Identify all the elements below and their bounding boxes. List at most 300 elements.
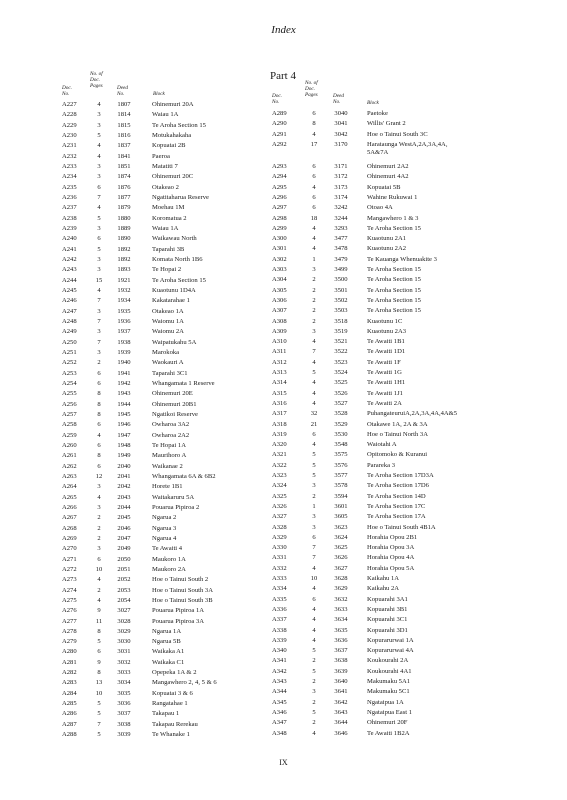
doc-number: A335 [272,595,287,603]
block-name: Hoe o Tainui South 3C [367,130,428,138]
doc-pages: 3 [97,121,101,129]
block-name: Otakeao 1A [152,307,184,315]
deed-number: 3499 [334,266,348,273]
doc-pages: 4 [312,616,316,624]
block-name: Taparahi 3B [152,245,185,253]
doc-number: A248 [62,317,77,325]
column-header-doc: Doc. No. [62,85,72,97]
doc-number: A278 [62,627,77,635]
doc-pages: 18 [310,214,318,222]
doc-pages: 3 [312,327,316,335]
block-name: Kopuarahi 3A1 [367,595,408,603]
deed-number: 1892 [117,245,131,253]
table-row [272,709,542,718]
block-name: Komata North 1B6 [152,255,203,263]
table-row [272,421,542,430]
table-row [272,657,542,666]
deed-number: 3293 [334,224,348,232]
doc-pages: 3 [312,513,316,521]
block-name: Horahia Opou 4A [367,554,415,562]
doc-number: A318 [272,420,287,428]
doc-number: A279 [62,638,77,646]
block-name: Harataunga WestA,2A,3A,4A, 5A&7A [367,140,448,157]
table-row [272,225,542,234]
deed-number: 1932 [117,286,131,294]
doc-pages: 2 [97,359,101,367]
table-row [272,596,542,605]
block-name: Koromatua 2 [152,214,187,222]
table-row [272,616,542,625]
block-name: Ohinemuri 2A2 [367,163,409,170]
doc-number: A252 [62,359,77,367]
doc-number: A336 [272,605,287,613]
table-row [272,730,542,739]
doc-pages: 3 [312,482,316,490]
deed-number: 3244 [334,214,348,222]
deed-number: 3530 [334,430,348,438]
doc-pages: 2 [312,286,316,294]
block-name: Te Hopai 2 [152,266,182,274]
block-name: Te Aroha Section 15 [367,266,421,273]
block-name: Makumaku 5C1 [367,688,410,696]
doc-pages: 6 [97,648,101,656]
block-name: Ohinemuri 20F [367,719,408,727]
doc-pages: 4 [97,576,101,584]
doc-pages: 4 [312,441,316,449]
deed-number: 1880 [117,214,131,222]
doc-number: A235 [62,183,77,191]
block-name: Hoe o Tainui South 2 [152,576,209,584]
doc-pages: 4 [312,399,316,407]
deed-number: 3042 [334,130,348,138]
column-header-block: Block [153,91,165,97]
block-name: Owharoa 2A2 [152,431,190,439]
doc-pages: 4 [312,338,316,346]
doc-number: A323 [272,472,287,479]
block-name: Motukahakaha [152,131,192,139]
doc-pages: 2 [312,317,316,325]
table-row [272,120,542,129]
deed-number: 3479 [334,255,348,263]
block-name: Te Whanake 1 [152,731,190,739]
block-name: Te Aroha Section 17C [367,502,426,510]
deed-number: 2042 [117,483,131,491]
table-row [272,110,542,119]
block-name: Ohinemuri 20A [152,101,194,108]
block-name: Ngarua 3 [152,524,177,532]
block-name: Makumaku 5A1 [367,678,411,685]
deed-number: 3633 [334,605,348,613]
block-name: Maurihoro A [152,452,187,460]
block-name: Mangawhero 2, 4, 5 & 6 [152,679,217,687]
doc-pages: 1 [312,255,316,263]
doc-pages: 4 [312,626,316,634]
deed-number: 1939 [117,348,131,356]
doc-number: A259 [62,431,77,439]
block-name: Ngatitaharua Reserve [152,193,209,201]
doc-pages: 32 [310,410,318,418]
table-row [62,587,262,596]
doc-number: A261 [62,452,77,460]
doc-number: A283 [62,679,77,687]
doc-pages: 4 [97,101,101,108]
doc-number: A325 [272,492,287,500]
doc-pages: 5 [97,731,101,739]
table-row [272,359,542,368]
deed-number: 3641 [334,688,348,696]
doc-pages: 8 [97,669,101,677]
table-row [62,545,262,554]
doc-pages: 4 [312,235,316,243]
column-header-deed: Deed No. [117,85,128,97]
doc-pages: 3 [97,162,101,170]
doc-pages: 9 [97,607,101,615]
doc-pages: 7 [97,317,101,325]
deed-number: 3528 [334,410,348,418]
doc-number: A246 [62,297,77,305]
doc-number: A260 [62,441,77,449]
deed-number: 2051 [117,565,131,573]
deed-number: 3502 [334,296,348,304]
doc-pages: 5 [97,245,101,253]
doc-pages: 17 [310,140,318,148]
doc-number: A239 [62,224,77,232]
deed-number: 3601 [334,502,348,510]
block-name: Ngataipua 1A [367,698,404,706]
deed-number: 3478 [334,245,348,253]
doc-number: A347 [272,719,287,727]
block-name: Ngarua 1A [152,627,182,635]
doc-pages: 3 [312,688,316,696]
block-name: Koukourahi 2A [367,657,409,665]
block-name: Ngarua 5B [152,638,181,646]
doc-pages: 3 [97,328,101,336]
block-name: Hoe o Tainui South 3A [152,586,213,594]
table-row [272,534,542,543]
table-row [62,194,262,203]
table-row [272,204,542,213]
block-name: Pouarua Pipiroa 3A [152,617,205,625]
doc-pages: 5 [312,472,316,479]
block-name: Te Awaiti 1G [367,369,402,376]
deed-number: 3477 [334,235,348,243]
deed-number: 2044 [117,503,131,511]
doc-pages: 5 [312,461,316,469]
block-name: Horahia Opou 3A [367,544,415,552]
deed-number: 1949 [117,452,131,460]
doc-number: A263 [62,472,77,480]
block-name: Te Awaiti 4 [152,545,183,553]
table-row [272,451,542,460]
block-name: Marokoka [152,348,180,356]
doc-pages: 6 [97,441,101,449]
doc-pages: 5 [312,647,316,655]
deed-number: 1807 [117,101,131,108]
deed-number: 3629 [334,585,348,593]
block-name: Te Awaiti 1J1 [367,389,403,397]
deed-number: 3646 [334,729,348,737]
deed-number: 3525 [334,379,348,387]
doc-number: A244 [62,276,77,284]
table-row [272,627,542,636]
doc-pages: 7 [97,720,101,728]
block-name: Te Aroha Section 15 [367,286,421,294]
doc-pages: 5 [312,667,316,675]
block-name: Whangamata 1 Reserve [152,379,215,387]
deed-number: 1942 [117,379,131,387]
deed-number: 2049 [117,545,131,553]
deed-number: 1947 [117,431,131,439]
doc-number: A337 [272,616,287,624]
deed-number: 3624 [334,533,348,541]
doc-number: A297 [272,204,287,212]
table-row [272,245,542,254]
doc-pages: 8 [312,120,316,128]
block-name: Waiomu 2A [152,328,184,336]
deed-number: 1943 [117,390,131,398]
doc-pages: 2 [97,514,101,522]
block-name: Otakawe 1A, 2A & 3A [367,420,428,428]
block-name: Takapau 1 [152,710,180,718]
deed-number: 3033 [117,669,131,677]
block-name: Kuaotunu 2A1 [367,235,407,243]
left-index-table [62,101,262,751]
table-row [272,668,542,677]
deed-number: 1940 [117,359,131,367]
doc-number: A295 [272,183,287,191]
table-row [272,256,542,265]
doc-number: A327 [272,513,287,521]
table-row [62,504,262,513]
doc-number: A333 [272,575,287,582]
doc-number: A299 [272,224,287,232]
doc-number: A230 [62,131,77,139]
doc-pages: 6 [312,173,316,181]
table-row [62,173,262,182]
deed-number: 1934 [117,297,131,305]
doc-pages: 3 [97,266,101,274]
table-row [62,514,262,523]
doc-pages: 21 [310,420,318,428]
doc-pages: 4 [312,605,316,613]
table-row [62,525,262,534]
deed-number: 3605 [334,513,348,521]
block-name: Ohinemuri 20B1 [152,400,197,408]
doc-number: A329 [272,533,287,541]
doc-number: A271 [62,555,77,563]
doc-pages: 13 [95,679,103,687]
block-name: Te Hopai 1A [152,441,186,449]
doc-pages: 4 [97,286,101,294]
block-name: Kopuatai 2B [152,142,186,150]
block-name: Te Aroha Section 17D6 [367,482,429,490]
deed-number: 2043 [117,493,131,501]
doc-pages: 4 [312,389,316,397]
table-row [62,225,262,234]
doc-pages: 3 [97,224,101,232]
doc-number: A236 [62,193,77,201]
doc-number: A316 [272,399,287,407]
doc-number: A227 [62,101,77,108]
table-row [272,565,542,574]
table-row [272,513,542,522]
block-name: Kuaotunu 2A3 [367,327,407,335]
doc-number: A341 [272,657,287,665]
doc-pages: 5 [312,369,316,376]
doc-number: A228 [62,111,77,119]
doc-number: A292 [272,140,287,148]
table-row [62,101,262,110]
doc-number: A302 [272,255,287,263]
doc-pages: 5 [97,214,101,222]
deed-number: 1851 [117,162,131,170]
deed-number: 1876 [117,183,131,191]
doc-number: A266 [62,503,77,511]
table-row [62,122,262,131]
deed-number: 3503 [334,307,348,315]
doc-pages: 7 [97,338,101,346]
deed-number: 2054 [117,596,131,604]
doc-number: A334 [272,585,287,593]
table-row [272,493,542,502]
doc-number: A322 [272,461,287,469]
block-name: Te Aroha Section 15 [367,296,421,304]
table-row [272,173,542,182]
doc-number: A289 [272,110,287,117]
table-row [62,235,262,244]
doc-number: A265 [62,493,77,501]
doc-number: A251 [62,348,77,356]
table-row [62,690,262,699]
deed-number: 3172 [334,173,348,181]
doc-number: A232 [62,152,77,160]
block-name: Te Aroha Section 15 [152,121,206,129]
table-row [62,638,262,647]
block-name: Kopuatai 5B [367,183,401,191]
doc-number: A330 [272,544,287,552]
table-row [272,678,542,687]
page-title: Index [271,24,296,36]
doc-number: A328 [272,523,287,531]
table-row [62,256,262,265]
doc-number: A241 [62,245,77,253]
deed-number: 1892 [117,255,131,263]
deed-number: 3627 [334,564,348,572]
block-name: Ohinemuri 4A2 [367,173,409,181]
block-name: Ohinemuri 20C [152,173,194,181]
doc-pages: 4 [97,204,101,212]
block-name: Ngarua 4 [152,534,177,542]
deed-number: 3524 [334,369,348,376]
table-row [272,297,542,306]
table-row [272,194,542,203]
doc-number: A231 [62,142,77,150]
table-row [272,307,542,316]
block-name: PuhangateuruiA,2A,3A,4A,4A&5 [367,410,458,418]
doc-number: A288 [62,731,77,739]
doc-number: A303 [272,266,287,273]
doc-number: A298 [272,214,287,222]
table-row [272,369,542,378]
table-row [62,184,262,193]
table-row [62,432,262,441]
doc-number: A304 [272,276,287,284]
doc-pages: 8 [97,390,101,398]
doc-pages: 2 [312,678,316,685]
table-row [62,349,262,358]
block-name: Taparahi 3C1 [152,369,188,377]
table-row [62,731,262,740]
deed-number: 1946 [117,421,131,429]
table-row [62,607,262,616]
doc-pages: 4 [312,224,316,232]
table-row [62,132,262,141]
block-name: Waikawau North [152,235,197,243]
doc-pages: 3 [97,173,101,181]
deed-number: 1879 [117,204,131,212]
doc-pages: 2 [97,586,101,594]
doc-pages: 4 [312,358,316,366]
table-row [62,556,262,565]
deed-number: 3039 [117,731,131,739]
doc-pages: 12 [95,472,103,480]
doc-number: A243 [62,266,77,274]
doc-number: A267 [62,514,77,522]
table-row [62,297,262,306]
doc-number: A274 [62,586,77,594]
deed-number: 3037 [117,710,131,718]
block-name: Koukourahi 4A1 [367,667,412,675]
table-row [272,575,542,584]
doc-pages: 5 [97,131,101,139]
table-row [272,390,542,399]
doc-number: A293 [272,163,287,170]
deed-number: 3035 [117,689,131,697]
block-name: Kakatarahae 1 [152,297,190,305]
deed-number: 3644 [334,719,348,727]
table-row [272,606,542,615]
doc-number: A306 [272,296,287,304]
deed-number: 3628 [334,575,348,582]
table-row [62,576,262,585]
deed-number: 3038 [117,720,131,728]
table-row [272,328,542,337]
doc-pages: 5 [97,710,101,718]
doc-pages: 3 [97,348,101,356]
block-name: Te Aroha Section 14D [367,492,426,500]
part-title: Part 4 [270,70,296,82]
block-name: Te Awaiti 1F [367,358,401,366]
deed-number: 1874 [117,173,131,181]
doc-number: A234 [62,173,77,181]
doc-number: A294 [272,173,287,181]
doc-number: A268 [62,524,77,532]
table-row [272,379,542,388]
deed-number: 3632 [334,595,348,603]
doc-number: A307 [272,307,287,315]
table-row [62,669,262,678]
table-row [272,544,542,553]
doc-pages: 10 [310,575,318,582]
doc-pages: 6 [312,163,316,170]
doc-pages: 6 [97,462,101,470]
doc-number: A270 [62,545,77,553]
table-row [272,338,542,347]
doc-number: A240 [62,235,77,243]
block-name: Maukoro 1A [152,555,186,563]
table-row [272,482,542,491]
deed-number: 3041 [334,120,348,128]
